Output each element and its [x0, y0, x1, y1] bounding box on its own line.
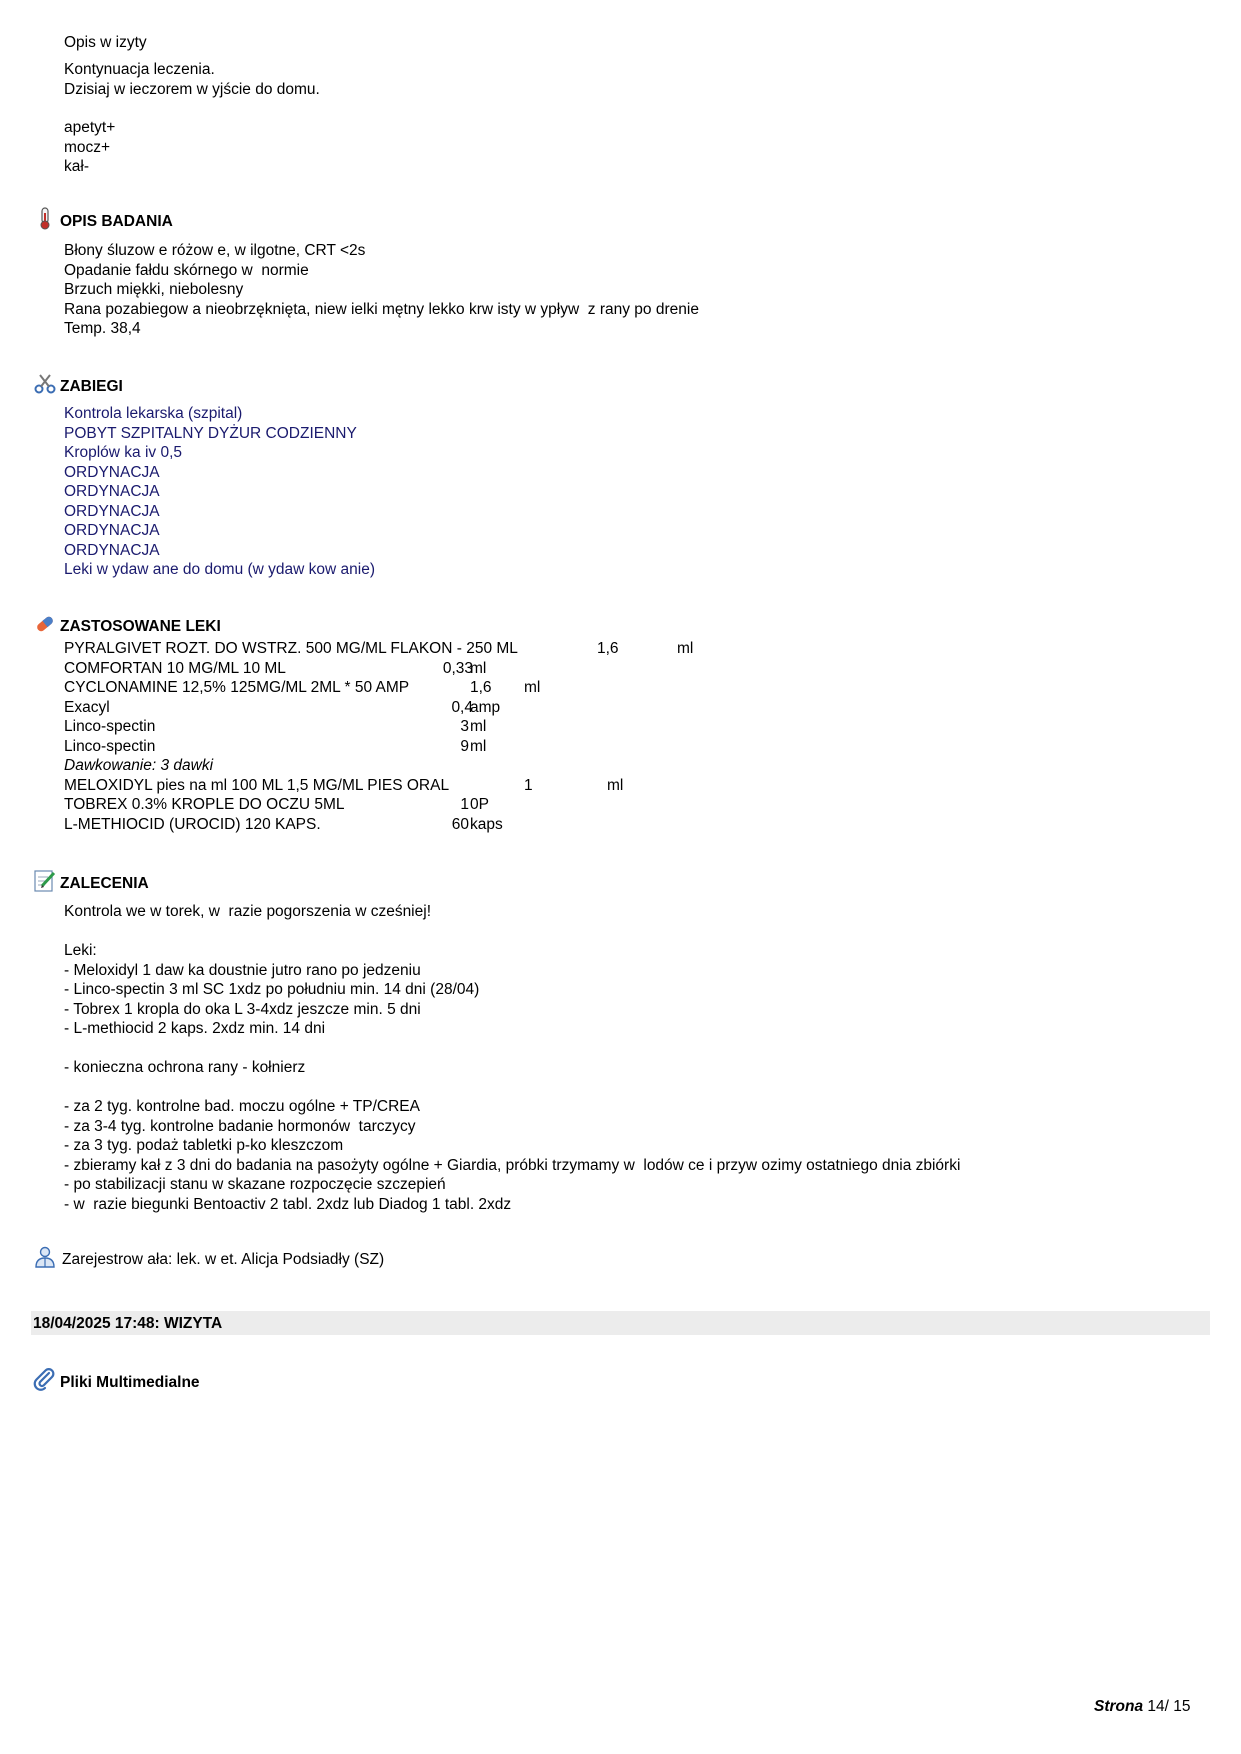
medication-qty: 0,33 — [442, 659, 473, 677]
followup-line: - za 2 tyg. kontrolne bad. moczu ogólne + TP/CREA — [64, 1098, 420, 1115]
medication-unit: kaps — [470, 815, 503, 833]
followup-line: - za 3 tyg. podaż tabletki p-ko kleszczom — [64, 1137, 344, 1154]
procedure-item: Leki w ydaw ane do domu (w ydaw kow anie) — [64, 561, 376, 578]
procedures-list — [64, 404, 375, 580]
followup-line: - za 3-4 tyg. kontrolne badanie hormonów tarczycy — [64, 1117, 416, 1135]
thermometer-icon — [33, 207, 57, 231]
visit-date-label: 18/04/2025 17:48: WIZYTA — [33, 1315, 223, 1332]
exam-line: Opadanie fałdu skórnego w normie — [64, 261, 309, 279]
medication-unit: amp — [470, 698, 501, 716]
medications-table — [64, 639, 764, 835]
procedure-item: Kontrola lekarska (szpital) — [64, 405, 243, 422]
drug-line: - L-methiocid 2 kaps. 2xdz min. 14 dni — [64, 1020, 326, 1037]
notepad-pencil-icon — [33, 869, 57, 893]
medication-row — [64, 678, 764, 698]
procedure-item: POBYT SZPITALNY DYŻUR CODZIENNY — [64, 424, 357, 442]
recommendations-heading — [33, 867, 149, 893]
procedure-item: ORDYNACJA — [64, 522, 160, 539]
medication-name: Linco-spectin — [64, 737, 156, 755]
medication-name: L-METHIOCID (UROCID) 120 KAPS. — [64, 815, 321, 833]
medication-unit: ml — [470, 737, 487, 755]
medication-row — [64, 698, 764, 718]
exam-line: Błony śluzow e różow e, w ilgotne, CRT <2s — [64, 242, 366, 259]
dosing-note: Dawkowanie: 3 dawki — [64, 757, 214, 774]
paperclip-icon — [33, 1368, 57, 1392]
medication-qty: 9 — [460, 737, 469, 755]
page-footer — [1094, 1697, 1191, 1717]
recommendations-followups — [64, 1097, 960, 1214]
protection-line: - konieczna ochrona rany - kołnierz — [64, 1059, 306, 1076]
medication-qty: 3 — [460, 718, 469, 735]
followup-line: - zbieramy kał z 3 dni do badania na pasożyty ogólne + Giardia, próbki trzymamy w lodów ce i przyw ozimy ostatniego dnia zbiórki — [64, 1156, 961, 1174]
followup-line: - po stabilizacji stanu w skazane rozpoczęcie szczepień — [64, 1176, 446, 1193]
registered-by — [33, 1243, 384, 1269]
recommendations-drugs — [64, 941, 479, 1039]
procedures-heading — [33, 370, 123, 396]
procedures-title: ZABIEGI — [60, 378, 123, 395]
visit-vitals — [64, 118, 115, 177]
dosing-row — [64, 756, 764, 776]
pill-icon — [33, 612, 57, 636]
medication-unit: ml — [607, 776, 624, 794]
doctor-icon — [33, 1245, 57, 1269]
medication-name: TOBREX 0.3% KROPLE DO OCZU 5ML — [64, 796, 345, 813]
drugs-label: Leki: — [64, 942, 97, 959]
medication-qty: 1 — [524, 776, 533, 794]
medication-row — [64, 815, 764, 835]
procedure-item: ORDYNACJA — [64, 463, 160, 481]
visit-date-bar — [31, 1311, 1210, 1335]
medication-unit: ml — [470, 718, 487, 735]
medication-row — [64, 639, 764, 659]
visit-description — [64, 33, 147, 53]
medications-heading — [33, 610, 221, 636]
medication-name: PYRALGIVET ROZT. DO WSTRZ. 500 MG/ML FLAKON - 250 ML — [64, 640, 518, 657]
vital-line: kał- — [64, 158, 89, 175]
medication-qty: 1,6 — [470, 679, 492, 696]
examination-heading — [33, 205, 173, 231]
medication-unit: 0P — [470, 796, 489, 813]
medication-name: MELOXIDYL pies na ml 100 ML 1,5 MG/ML PIES ORAL — [64, 776, 450, 794]
vital-line: mocz+ — [64, 138, 111, 156]
medication-unit: ml — [524, 679, 541, 696]
medications-title: ZASTOSOWANE LEKI — [60, 618, 221, 635]
medication-name: COMFORTAN 10 MG/ML 10 ML — [64, 659, 286, 677]
drug-line: - Meloxidyl 1 daw ka doustnie jutro rano po jedzeniu — [64, 961, 421, 979]
procedure-item: Kroplów ka iv 0,5 — [64, 444, 183, 461]
recommendations-title: ZALECENIA — [60, 875, 149, 892]
procedure-item: ORDYNACJA — [64, 483, 160, 500]
medication-name: CYCLONAMINE 12,5% 125MG/ML 2ML * 50 AMP — [64, 679, 410, 696]
scissors-icon — [33, 372, 57, 396]
recommendations-protection — [64, 1058, 305, 1078]
recommendations-body — [64, 902, 431, 922]
exam-line: Temp. 38,4 — [64, 320, 141, 337]
exam-line: Brzuch miękki, niebolesny — [64, 281, 244, 298]
medication-name: Exacyl — [64, 698, 110, 716]
recommendation-intro: Kontrola we w torek, w razie pogorszenia w cześniej! — [64, 903, 431, 920]
visit-description-body — [64, 60, 320, 99]
drug-line: - Tobrex 1 kropla do oka L 3-4xdz jeszcze min. 5 dni — [64, 1000, 421, 1018]
medication-row — [64, 795, 764, 815]
medication-name: Linco-spectin — [64, 718, 156, 735]
multimedia-heading[interactable] — [33, 1366, 200, 1392]
medication-unit: ml — [677, 640, 694, 657]
exam-line: Rana pozabiegow a nieobrzęknięta, niew ielki mętny lekko krw isty w ypływ z rany po drenie — [64, 300, 699, 318]
medication-row — [64, 776, 764, 796]
procedure-item: ORDYNACJA — [64, 541, 160, 559]
followup-line: - w razie biegunki Bentoactiv 2 tabl. 2xdz lub Diadog 1 tabl. 2xdz — [64, 1195, 512, 1213]
registered-by-text: Zarejestrow ała: lek. w et. Alicja Podsiadły (SZ) — [62, 1251, 385, 1268]
visit-line: Kontynuacja leczenia. — [64, 61, 215, 78]
examination-body — [64, 241, 699, 339]
medication-qty: 60 — [451, 815, 469, 833]
footer-label: Strona — [1094, 1698, 1144, 1715]
medication-qty: 0,4 — [451, 698, 473, 716]
medication-unit: ml — [470, 659, 487, 677]
medication-qty: 1,6 — [597, 640, 619, 657]
procedure-item: ORDYNACJA — [64, 502, 160, 520]
visit-line: Dzisiaj w ieczorem w yjście do domu. — [64, 80, 320, 98]
drug-line: - Linco-spectin 3 ml SC 1xdz po południu min. 14 dni (28/04) — [64, 981, 480, 998]
medication-qty: 1 — [460, 796, 469, 813]
multimedia-title[interactable]: Pliki Multimedialne — [60, 1374, 200, 1391]
medication-row — [64, 659, 764, 679]
medication-row — [64, 737, 764, 757]
visit-description-title: Opis w izyty — [64, 34, 147, 51]
examination-title: OPIS BADANIA — [60, 213, 173, 230]
medication-row — [64, 717, 764, 737]
vital-line: apetyt+ — [64, 119, 116, 136]
page-number: 14/ 15 — [1147, 1698, 1191, 1715]
